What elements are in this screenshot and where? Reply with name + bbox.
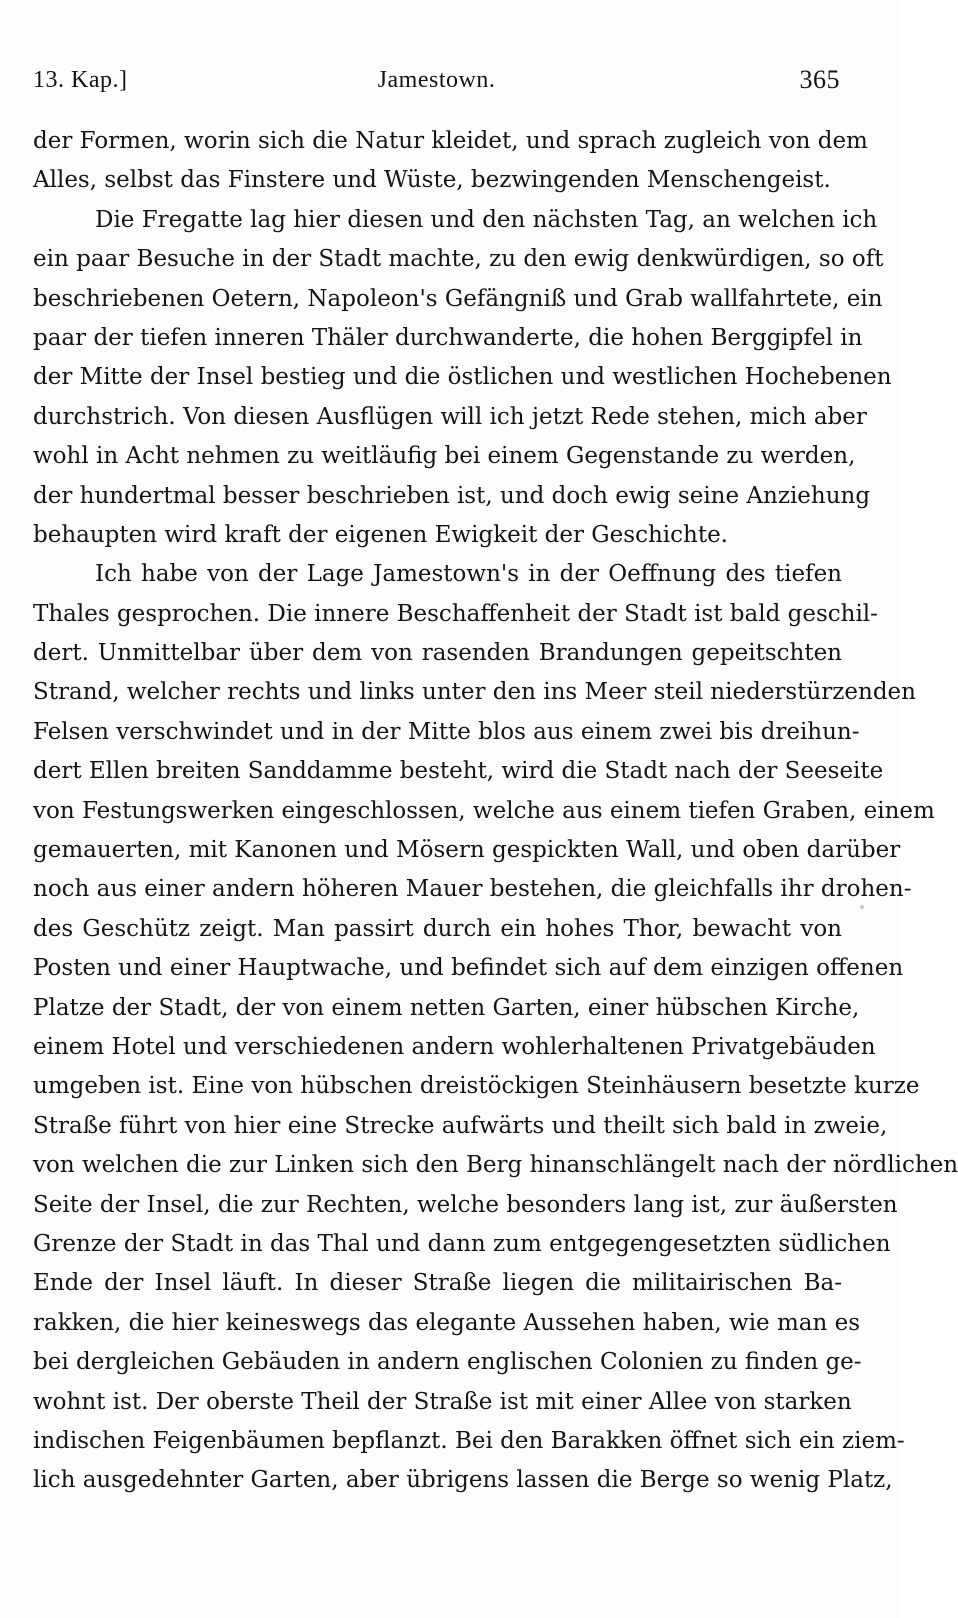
text-line: Ende der Insel läuft. In dieser Straße liegen die militairischen Ba- [33,1270,842,1297]
text-line: des Geschütz zeigt. Man passirt durch ein hohes Thor, bewacht von [33,915,842,942]
page-number: 365 [799,65,840,94]
text-line: Straße führt von hier eine Strecke aufwärts und theilt sich bald in zweie, [33,1112,888,1139]
text-line: ein paar Besuche in der Stadt machte, zu den ewig denkwürdigen, so oft [33,246,884,273]
text-line: Die Fregatte lag hier diesen und den nächsten Tag, an welchen ich [95,206,878,233]
paper-speck [860,905,864,909]
text-line: der Formen, worin sich die Natur kleidet, und sprach zugleich von dem [33,128,868,154]
text-line: dert Ellen breiten Sanddamme besteht, wird die Stadt nach der Seeseite [33,758,884,785]
text-line: von Festungswerken eingeschlossen, welche aus einem tiefen Graben, einem [33,797,935,824]
text-line: wohnt ist. Der oberste Theil der Straße ist mit einer Allee von starken [33,1388,852,1415]
text-line: Alles, selbst das Finstere und Wüste, bezwingenden Menschengeist. [33,167,831,194]
text-line: der hundertmal besser beschrieben ist, und doch ewig seine Anziehung [33,482,871,509]
text-line: bei dergleichen Gebäuden in andern englischen Colonien zu finden ge- [33,1349,862,1376]
running-title: Jamestown. [377,67,496,93]
text-line: gemauerten, mit Kanonen und Mösern gespickten Wall, und oben darüber [33,837,901,864]
body-text [33,122,958,1501]
text-line: Grenze der Stadt in das Thal und dann zum entgegengesetzten südlichen [33,1230,891,1257]
text-line: lich ausgedehnter Garten, aber übrigens lassen die Berge so wenig Platz, [33,1467,893,1494]
text-line: Strand, welcher rechts und links unter den ins Meer steil niederstürzenden [33,679,916,706]
text-line: von welchen die zur Linken sich den Berg hinanschlängelt nach der nördlichen [33,1152,958,1179]
text-line: durchstrich. Von diesen Ausflügen will ich jetzt Rede stehen, mich aber [33,403,867,430]
text-line: Felsen verschwindet und in der Mitte blos aus einem zwei bis dreihun- [33,718,860,745]
text-line: einem Hotel und verschiedenen andern wohlerhaltenen Privatgebäuden [33,1033,876,1060]
text-line: der Mitte der Insel bestieg und die östlichen und westlichen Hochebenen [33,364,892,391]
text-line: behaupten wird kraft der eigenen Ewigkeit der Geschichte. [33,521,728,548]
text-line: Platze der Stadt, der von einem netten Garten, einer hübschen Kirche, [33,994,860,1021]
text-line: Posten und einer Hauptwache, und befindet sich auf dem einzigen offenen [33,955,904,982]
text-line: noch aus einer andern höheren Mauer bestehen, die gleichfalls ihr drohen- [33,876,912,903]
text-line: Ich habe von der Lage Jamestown's in der Oeffnung des tiefen [95,561,842,588]
text-line: indischen Feigenbäumen bepflanzt. Bei den Barakken öffnet sich ein ziem- [33,1427,905,1454]
running-header [33,60,840,100]
text-line: umgeben ist. Eine von hübschen dreistöckigen Steinhäusern besetzte kurze [33,1073,920,1100]
text-line: beschriebenen Oetern, Napoleon's Gefängniß und Grab wallfahrtete, ein [33,285,883,312]
text-line: dert. Unmittelbar über dem von rasenden Brandungen gepeitschten [33,640,842,667]
text-line: Thales gesprochen. Die innere Beschaffenheit der Stadt ist bald geschil- [33,600,878,627]
chapter-reference: 13. Kap.] [33,67,128,93]
text-line: paar der tiefen inneren Thäler durchwanderte, die hohen Berggipfel in [33,324,863,351]
text-line: rakken, die hier keineswegs das elegante Aussehen haben, wie man es [33,1309,861,1336]
text-line: Seite der Insel, die zur Rechten, welche besonders lang ist, zur äußersten [33,1191,898,1218]
text-line: wohl in Acht nehmen zu weitläufig bei einem Gegenstande zu werden, [33,443,856,470]
